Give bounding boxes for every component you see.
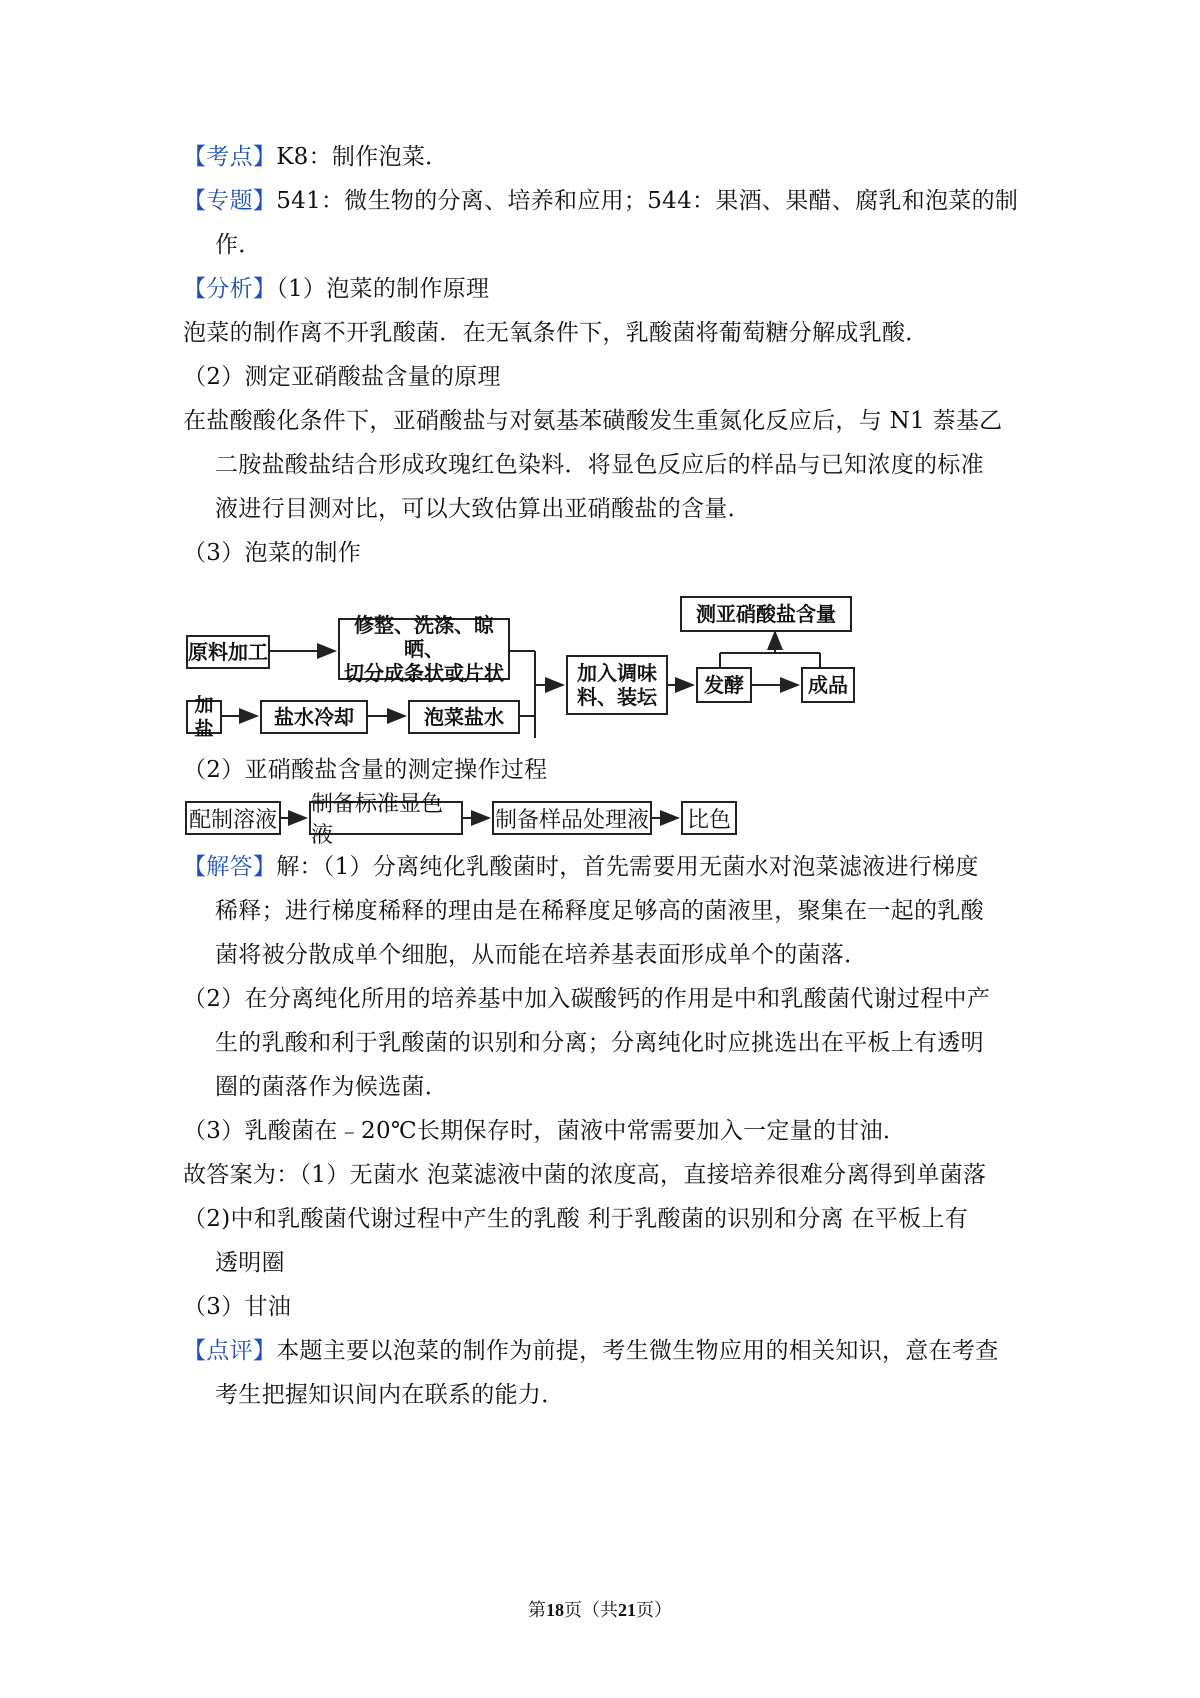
add-salt-label: 加盐	[194, 694, 214, 740]
jieda-text: 解：（1）分离纯化乳酸菌时，首先需要用无菌水对泡菜滤液进行梯度	[276, 854, 979, 880]
kaodian-text: K8：制作泡菜．	[276, 144, 449, 170]
page-footer	[0, 1598, 1200, 1623]
paragraph-line: 生的乳酸和利于乳酸菌的识别和分离；分离纯化时应挑选出在平板上有透明	[215, 1030, 984, 1056]
paragraph-line: 透明圈	[215, 1250, 285, 1276]
fenxi-tag: 【分析】	[183, 276, 277, 302]
dianping-line	[183, 1336, 999, 1366]
footer-page-number: 18	[546, 1600, 564, 1620]
paragraph-line: 液进行目测对比，可以大致估算出亚硝酸盐的含量．	[215, 496, 751, 522]
prepare-solution-label: 配制溶液	[188, 807, 277, 833]
colorimetry-label: 比色	[686, 807, 731, 833]
pickle-brine-label: 泡菜盐水	[424, 705, 504, 729]
add-seasoning-label-2: 料、装坛	[577, 685, 657, 709]
dianping-tag: 【点评】	[183, 1338, 277, 1364]
paragraph-line: 泡菜的制作离不开乳酸菌．在无氧条件下，乳酸菌将葡萄糖分解成乳酸．	[183, 320, 929, 346]
fenxi-text: （1）泡菜的制作原理	[276, 276, 490, 302]
trim-wash-label-1: 修整、洗涤、晾晒、	[354, 613, 494, 661]
paragraph-line: （2)中和乳酸菌代谢过程中产生的乳酸 利于乳酸菌的识别和分离 在平板上有	[183, 1206, 969, 1232]
raw-processing-label: 原料加工	[188, 640, 268, 664]
paragraph-line: （3）甘油	[183, 1294, 292, 1320]
footer-prefix: 第	[528, 1600, 546, 1621]
jieda-tag: 【解答】	[183, 854, 277, 880]
add-seasoning-label-1: 加入调味	[577, 661, 657, 685]
finished-product-label: 成品	[808, 673, 848, 697]
footer-suffix: 页）	[636, 1600, 672, 1621]
paragraph-line: 考生把握知识间内在联系的能力．	[215, 1382, 565, 1408]
footer-total-pages: 21	[618, 1600, 636, 1620]
paragraph-line: （3）泡菜的制作	[183, 540, 362, 566]
trim-wash-label-2: 切分成条状或片状	[344, 661, 504, 685]
paragraph-line: （2）在分离纯化所用的培养基中加入碳酸钙的作用是中和乳酸菌代谢过程中产	[183, 986, 991, 1012]
paragraph-line: 在盐酸酸化条件下，亚硝酸盐与对氨基苯磺酸发生重氮化反应后，与 N1 萘基乙	[183, 408, 1003, 434]
brine-cooling-label: 盐水冷却	[274, 705, 354, 729]
paragraph-line: 稀释；进行梯度稀释的理由是在稀释度足够高的菌液里，聚集在一起的乳酸	[215, 898, 984, 924]
fermentation-label: 发酵	[704, 673, 744, 697]
footer-middle: 页（共	[564, 1600, 618, 1621]
standard-color-box	[309, 792, 463, 848]
zhuanti-tag: 【专题】	[183, 188, 277, 214]
zhuanti-text: 541：微生物的分离、培养和应用；544：果酒、果醋、腐乳和泡菜的制	[276, 188, 1019, 214]
measure-nitrite-label: 测亚硝酸盐含量	[696, 602, 836, 626]
jieda-line	[183, 852, 979, 882]
colorimetry-box	[681, 801, 737, 835]
paragraph-line: （2）测定亚硝酸盐含量的原理	[183, 364, 501, 390]
paragraph-line: 菌将被分散成单个细胞，从而能在培养基表面形成单个的菌落．	[215, 942, 868, 968]
paragraph-line: 二胺盐酸盐结合形成玫瑰红色染料．将显色反应后的样品与已知浓度的标准	[215, 452, 984, 478]
sample-treatment-box	[492, 801, 652, 835]
paragraph-line: （2）亚硝酸盐含量的测定操作过程	[183, 757, 548, 783]
prepare-solution-box	[185, 801, 281, 835]
paragraph-line: 圈的菌落作为候选菌．	[215, 1074, 448, 1100]
dianping-text: 本题主要以泡菜的制作为前提，考生微生物应用的相关知识，意在考查	[276, 1338, 999, 1364]
sample-treatment-label: 制备样品处理液	[494, 807, 649, 833]
zhuanti-continuation: 作．	[215, 232, 262, 258]
paragraph-line: 故答案为：（1）无菌水 泡菜滤液中菌的浓度高，直接培养很难分离得到单菌落	[183, 1162, 987, 1188]
kaodian-tag: 【考点】	[183, 144, 277, 170]
paragraph-line: （3）乳酸菌在﹣20℃长期保存时，菌液中常需要加入一定量的甘油．	[183, 1118, 907, 1144]
standard-color-label: 制备标准显色液	[311, 792, 444, 848]
